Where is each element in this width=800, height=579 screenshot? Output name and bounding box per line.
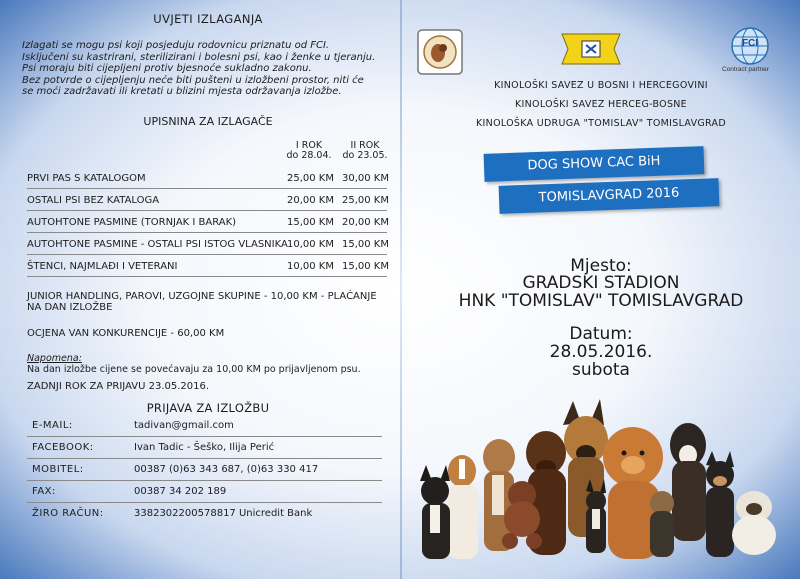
contact-label: FAX: [32,486,56,497]
show-banner: DOG SHOW CAC BiH [484,146,705,182]
fee-rok1: 20,00 KM [287,194,334,206]
day-value: subota [572,360,630,380]
junior-fee-line: NA DAN IZLOŽBE [27,302,113,313]
fee-table [22,167,394,277]
ks-bih-logo-icon [560,32,622,66]
dogs-group-photo [400,395,800,579]
fee-rok2: 25,00 KM [342,194,389,206]
deadline-headers [22,141,394,167]
fee-name: AUTOHTONE PASMINE (TORNJAK I BARAK) [27,216,237,228]
fee-rok1: 10,00 KM [287,260,334,272]
date-value: 28.05.2016. [549,342,653,362]
date-label: Datum: [569,324,633,344]
contact-label: FACEBOOK: [32,442,94,453]
note-text: Na dan izložbe cijene se povećavaju za 10,00 KM po prijavljenom psu. [27,364,361,375]
contact-label: E-MAIL: [32,420,73,431]
rok2-date: do 23.05. [342,149,388,161]
rok2-header [340,141,390,161]
dog-club-logo-icon [416,28,464,76]
fee-rok1: 25,00 KM [287,172,334,184]
dog-french-bulldog [420,465,450,559]
condition-line: Izlagati se mogu psi koji posjeduju rodovnicu priznatu od FCI. [22,40,330,51]
fee-name: ŠTENCI, NAJMLAĐI I VETERANI [27,260,178,272]
contact-label: ŽIRO RAČUN: [32,508,104,519]
fee-row [22,189,394,211]
fee-name: PRVI PAS S KATALOGOM [27,172,146,184]
contact-label: MOBITEL: [32,464,84,475]
fci-contract-partner: Contract partner [722,66,769,73]
registration-title: PRIJAVA ZA IZLOŽBU [146,401,270,415]
conditions-text [22,40,394,98]
fci-text: FCI [741,38,759,49]
contact-row-bank [22,503,394,525]
fee-name: OSTALI PSI BEZ KATALOGA [27,194,160,206]
org-line: KINOLOŠKA UDRUGA "TOMISLAV" TOMISLAVGRAD [476,118,726,129]
note-title: Napomena: [27,353,82,364]
facebook-value: Ivan Tadic - Šeško, Ilija Perić [134,442,275,453]
condition-line: se moći zadržavati ili kretati u blizini mjesta održavanja izložbe. [22,86,342,97]
fci-globe-logo-icon [730,26,770,66]
fax-value: 00387 34 202 189 [134,486,227,497]
fee-rok2: 15,00 KM [342,238,389,250]
conditions-title: UVJETI IZLAGANJA [153,12,263,26]
dog-shiba [706,451,734,557]
fees-title: UPISNINA ZA IZLAGAČE [143,114,273,128]
deadline-text: ZADNJI ROK ZA PRIJAVU 23.05.2016. [27,381,210,392]
org-line: KINOLOŠKI SAVEZ HERCEG-BOSNE [515,99,687,110]
dog-yorkie [650,491,674,557]
place-line-2: HNK "TOMISLAV" TOMISLAVGRAD [458,291,744,311]
junior-fee-line: JUNIOR HANDLING, PAROVI, UZGOJNE SKUPINE - 10,00 KM - PLAĆANJE [27,290,377,302]
fee-row [22,167,394,189]
condition-line: Isključeni su kastrirani, sterilizirani i bolesni psi, kao i ženke u tjeranju. [22,51,376,63]
dog-boxer-brindle [670,423,706,541]
place-line-1: GRADSKI STADION [522,273,680,293]
condition-line: Psi moraju biti cijepljeni protiv bjesnoće sukladno zakonu. [22,63,312,74]
fee-rok1: 10,00 KM [287,238,334,250]
fee-row [22,211,394,233]
note [22,353,394,375]
place-label: Mjesto: [570,256,632,276]
dog-shih-tzu [732,491,776,555]
rok1-title: I ROK [295,139,323,151]
fee-row [22,255,394,277]
ocjena-fee: OCJENA VAN KONKURENCIJE - 60,00 KM [27,327,225,339]
fee-name: AUTOHTONE PASMINE - OSTALI PSI ISTOG VLASNIKA [27,238,288,250]
rok1-date: do 28.04. [286,149,332,161]
junior-fee [22,291,394,314]
fee-rok2: 30,00 KM [342,172,389,184]
email-value[interactable]: tadivan@gmail.com [134,420,234,431]
fee-rok2: 20,00 KM [342,216,389,228]
rok2-title: II ROK [350,139,380,151]
fee-rok2: 15,00 KM [342,260,389,272]
dog-beagle [448,455,478,559]
mobile-value: 00387 (0)63 343 687, (0)63 330 417 [134,464,319,475]
contact-row-fax [22,481,394,503]
contact-row-email [22,415,394,437]
contact-table [22,415,394,525]
left-panel [22,12,394,525]
fee-rok1: 15,00 KM [287,216,334,228]
condition-line: Bez potvrde o cijepljenju neće biti pušteni u izložbeni prostor, niti će [22,74,364,86]
row-divider [27,276,387,277]
bank-value: 3382302200578817 Unicredit Bank [134,508,313,519]
rok1-header [284,141,334,161]
org-line: KINOLOŠKI SAVEZ U BOSNI I HERCEGOVINI [494,80,708,91]
location-banner: TOMISLAVGRAD 2016 [499,178,720,214]
contact-row-facebook [22,437,394,459]
fee-row [22,233,394,255]
contact-row-mobile [22,459,394,481]
